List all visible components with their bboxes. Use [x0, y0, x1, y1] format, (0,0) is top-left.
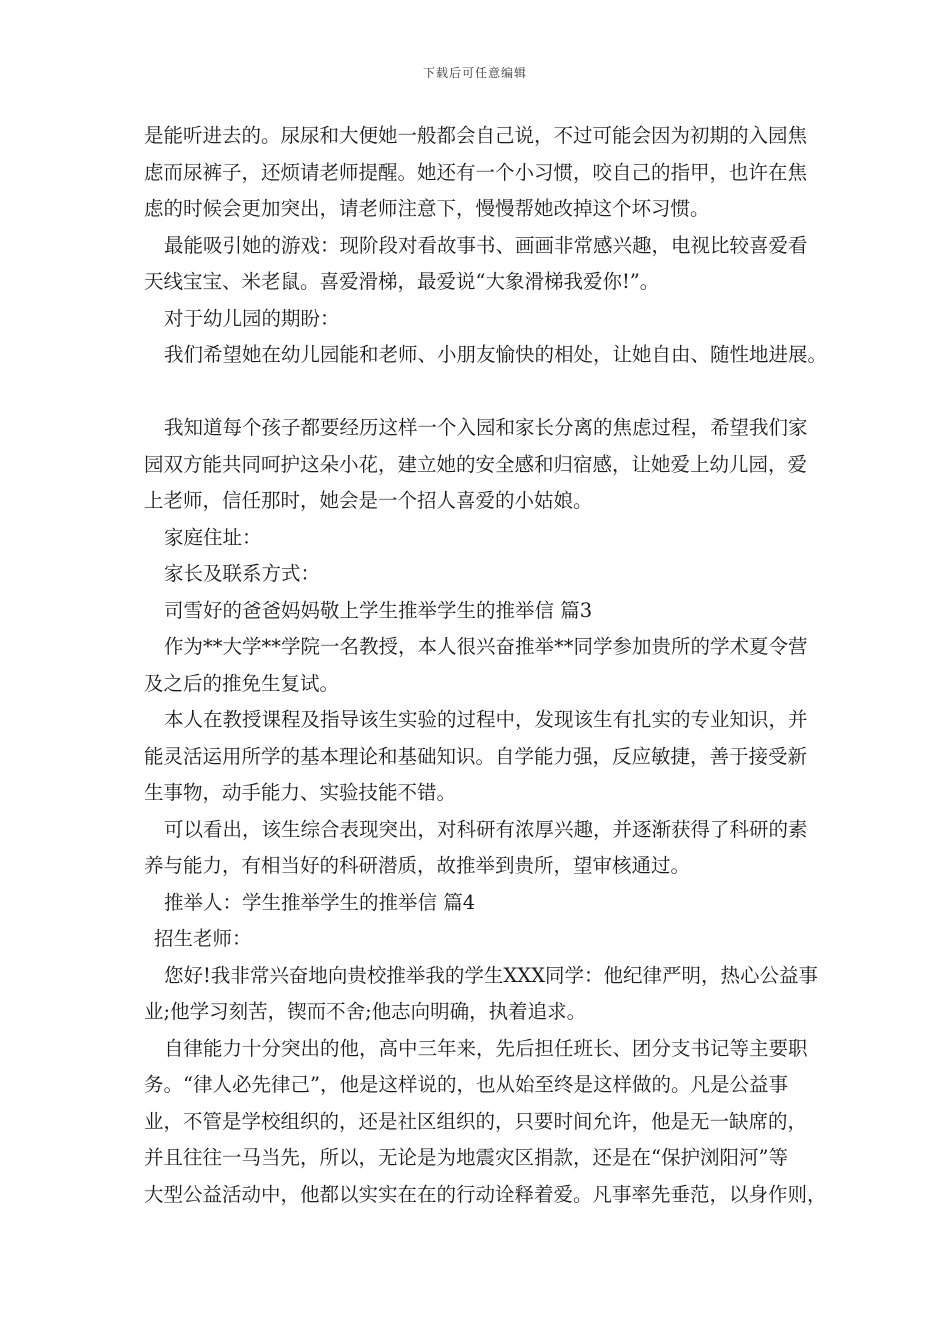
paragraph-line: 最能吸引她的游戏：现阶段对看故事书、画画非常感兴趣，电视比较喜爱看: [164, 233, 808, 257]
paragraph-line: 对于幼儿园的期盼：: [164, 306, 340, 330]
paragraph-line: 大型公益活动中，他都以实实在在的行动诠释着爱。凡事率先垂范，以身作则，: [144, 1182, 827, 1206]
paragraph-line: 家长及联系方式：: [164, 562, 321, 585]
salutation: 招生老师：: [154, 927, 252, 950]
paragraph-line: 虑而尿裤子，还烦请老师提醒。她还有一个小习惯，咬自己的指甲，也许在焦: [144, 160, 808, 184]
blank-line: [144, 374, 824, 411]
paragraph-line: 及之后的推免生复试。: [144, 671, 340, 695]
paragraph-line: 我知道每个孩子都要经历这样一个入园和家长分离的焦虑过程，希望我们家: [164, 416, 808, 439]
paragraph-line: 虑的时候会更加突出，请老师注意下，慢慢帮她改掉这个坏习惯。: [144, 197, 710, 220]
section-heading: 推举人：学生推举学生的推举信 篇4: [164, 890, 476, 914]
paragraph-line: 并且往往一马当先，所以，无论是为地震灾区捐款，还是在“保护浏阳河”等: [144, 1146, 788, 1169]
paragraph-line: 务。“律人必先律己”，他是这样说的，也从始至终是这样做的。凡是公益事: [144, 1073, 788, 1096]
section-heading: 司雪好的爸爸妈妈敬上学生推举学生的推举信 篇3: [164, 598, 593, 622]
paragraph-line: 作为**大学**学院一名教授，本人很兴奋推举**同学参加贵所的学术夏令营: [164, 635, 808, 658]
paragraph-line: 是能听进去的。尿尿和大便她一般都会自己说，不过可能会因为初期的入园焦: [144, 124, 808, 147]
paragraph-line: 能灵活运用所学的基本理论和基础知识。自学能力强，反应敏捷，善于接受新: [144, 744, 808, 768]
paragraph-line: 上老师，信任那时，她会是一个招人喜爱的小姑娘。: [144, 489, 593, 512]
paragraph-line: 生事物，动手能力、实验技能不错。: [144, 781, 457, 804]
paragraph-line: 园双方能共同呵护这朵小花，建立她的安全感和归宿感，让她爱上幼儿园，爱: [144, 452, 808, 476]
document-body: [144, 118, 828, 1213]
paragraph-line: 我们希望她在幼儿园能和老师、小朋友愉快的相处，让她自由、随性地进展。: [164, 343, 828, 366]
paragraph-line: 天线宝宝、米老鼠。喜爱滑梯，最爱说“大象滑梯我爱你!”。: [144, 270, 660, 293]
paragraph-line: 业;他学习刻苦，锲而不舍;他志向明确，执着追求。: [144, 1000, 587, 1023]
paragraph-line: 家庭住址：: [164, 525, 262, 549]
paragraph-line: 本人在教授课程及指导该生实验的过程中，发现该生有扎实的专业知识，并: [164, 708, 808, 731]
paragraph-line: 业，不管是学校组织的，还是社区组织的，只要时间允许，他是无一缺席的，: [144, 1109, 808, 1133]
paragraph-line: 养与能力，有相当好的科研潜质，故推举到贵所，望审核通过。: [144, 854, 691, 877]
paragraph-line: 可以看出，该生综合表现突出，对科研有浓厚兴趣，并逐渐获得了科研的素: [164, 817, 808, 841]
paragraph-line: 您好!我非常兴奋地向贵校推举我的学生XXX同学：他纪律严明，热心公益事: [164, 963, 818, 987]
paragraph-line: 自律能力十分突出的他，高中三年来，先后担任班长、团分支书记等主要职: [164, 1036, 808, 1060]
page-header: 下载后可任意编辑: [422, 66, 527, 80]
